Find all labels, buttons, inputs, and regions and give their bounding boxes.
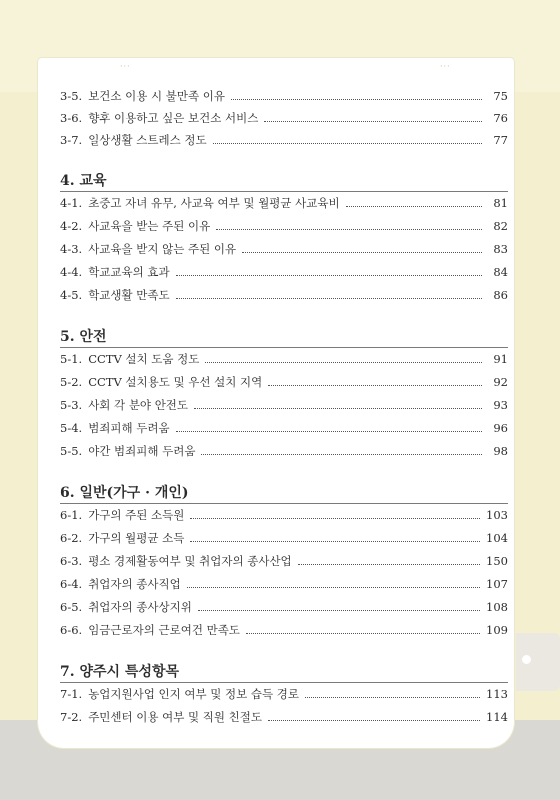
entry-page-number: 104: [486, 531, 508, 545]
entry-number: 6-1.: [60, 508, 83, 522]
entry-title: 사교육을 받는 주된 이유: [88, 219, 211, 233]
entry-page-number: 109: [486, 623, 508, 637]
dot-leader: [246, 633, 480, 634]
entry-number: 3-7.: [60, 133, 83, 147]
toc-entry[interactable]: [60, 551, 508, 571]
toc-entry[interactable]: [60, 193, 508, 213]
entry-number: 3-6.: [60, 111, 83, 125]
toc-entry[interactable]: [60, 528, 508, 548]
toc-entry[interactable]: [60, 262, 508, 282]
entry-title: 범죄피해 두려움: [88, 421, 170, 435]
dot-leader: [187, 587, 480, 588]
section-heading: 7. 양주시 특성항목: [60, 664, 180, 680]
entry-number: 5-3.: [60, 398, 83, 412]
entry-page-number: 81: [493, 196, 508, 210]
dot-leader: [176, 275, 482, 276]
dot-leader: [231, 99, 482, 100]
toc-entry[interactable]: [60, 441, 508, 461]
entry-title: 학교생활 만족도: [88, 288, 170, 302]
dot-leader: [190, 541, 480, 542]
side-tab: [516, 633, 560, 691]
toc-entry[interactable]: [60, 395, 508, 415]
toc-entry[interactable]: [60, 239, 508, 259]
entry-number: 6-5.: [60, 600, 83, 614]
section-heading: 5. 안전: [60, 329, 107, 345]
entry-page-number: 92: [493, 375, 508, 389]
toc-entry[interactable]: [60, 684, 508, 704]
toc-entry[interactable]: [60, 130, 508, 150]
entry-title: 취업자의 종사상지위: [88, 600, 192, 614]
entry-title: 보건소 이용 시 불만족 이유: [88, 89, 226, 103]
entry-title: 가구의 월평균 소득: [88, 531, 185, 545]
toc-entry[interactable]: [60, 349, 508, 369]
entry-page-number: 76: [493, 111, 508, 125]
entry-number: 6-6.: [60, 623, 83, 637]
entry-title: 임금근로자의 근로여건 만족도: [88, 623, 240, 637]
toc-entry[interactable]: [60, 372, 508, 392]
dot-leader: [242, 252, 482, 253]
toc-entry[interactable]: [60, 418, 508, 438]
dot-leader: [198, 610, 480, 611]
entry-page-number: 98: [493, 444, 508, 458]
entry-number: 5-1.: [60, 352, 83, 366]
entry-title: 취업자의 종사직업: [88, 577, 181, 591]
dot-leader: [268, 385, 482, 386]
toc-entry[interactable]: [60, 707, 508, 727]
decorative-mark-left: ···: [120, 62, 131, 71]
toc-entry[interactable]: [60, 285, 508, 305]
entry-number: 4-1.: [60, 196, 83, 210]
entry-page-number: 75: [493, 89, 508, 103]
entry-title: 학교교육의 효과: [88, 265, 170, 279]
entry-number: 4-5.: [60, 288, 83, 302]
entry-title: 사회 각 분야 안전도: [88, 398, 189, 412]
entry-title: 초중고 자녀 유무, 사교육 여부 및 월평균 사교육비: [88, 196, 340, 210]
entry-page-number: 108: [486, 600, 508, 614]
entry-number: 7-1.: [60, 687, 83, 701]
entry-page-number: 82: [493, 219, 508, 233]
entry-number: 6-2.: [60, 531, 83, 545]
dot-leader: [264, 121, 482, 122]
entry-number: 5-2.: [60, 375, 83, 389]
dot-leader: [190, 518, 480, 519]
entry-page-number: 83: [493, 242, 508, 256]
entry-page-number: 103: [486, 508, 508, 522]
entry-title: 주민센터 이용 여부 및 직원 친절도: [88, 710, 262, 724]
entry-number: 5-5.: [60, 444, 83, 458]
entry-page-number: 91: [493, 352, 508, 366]
entry-number: 4-3.: [60, 242, 83, 256]
entry-number: 6-3.: [60, 554, 83, 568]
entry-page-number: 84: [493, 265, 508, 279]
entry-page-number: 93: [493, 398, 508, 412]
toc-entry[interactable]: [60, 505, 508, 525]
entry-title: 평소 경제활동여부 및 취업자의 종사산업: [88, 554, 292, 568]
dot-leader: [268, 720, 480, 721]
decorative-mark-right: ···: [440, 62, 451, 71]
entry-number: 6-4.: [60, 577, 83, 591]
entry-title: 사교육을 받지 않는 주된 이유: [88, 242, 237, 256]
toc-entry[interactable]: [60, 86, 508, 106]
entry-page-number: 96: [493, 421, 508, 435]
entry-number: 4-4.: [60, 265, 83, 279]
entry-number: 5-4.: [60, 421, 83, 435]
dot-leader: [176, 298, 482, 299]
toc-entry[interactable]: [60, 108, 508, 128]
section-divider: [60, 682, 508, 683]
entry-title: 일상생활 스트레스 정도: [88, 133, 207, 147]
dot-leader: [176, 431, 482, 432]
entry-number: 7-2.: [60, 710, 83, 724]
dot-leader: [346, 206, 482, 207]
entry-title: CCTV 설치용도 및 우선 설치 지역: [88, 375, 263, 389]
dot-leader: [201, 454, 482, 455]
entry-title: 가구의 주된 소득원: [88, 508, 185, 522]
toc-entry[interactable]: [60, 216, 508, 236]
section-divider: [60, 503, 508, 504]
section-heading: 4. 교육: [60, 173, 107, 189]
toc-entry[interactable]: [60, 620, 508, 640]
entry-title: CCTV 설치 도움 정도: [88, 352, 200, 366]
section-divider: [60, 347, 508, 348]
section-divider: [60, 191, 508, 192]
entry-number: 3-5.: [60, 89, 83, 103]
entry-page-number: 77: [493, 133, 508, 147]
tab-hole-icon: [522, 655, 531, 664]
dot-leader: [305, 697, 480, 698]
dot-leader: [298, 564, 480, 565]
entry-page-number: 150: [486, 554, 508, 568]
entry-page-number: 113: [486, 687, 508, 701]
entry-title: 야간 범죄피해 두려움: [88, 444, 196, 458]
toc-entry[interactable]: [60, 574, 508, 594]
dot-leader: [205, 362, 482, 363]
entry-number: 4-2.: [60, 219, 83, 233]
section-heading: 6. 일반(가구 · 개인): [60, 485, 189, 501]
entry-page-number: 114: [486, 710, 508, 724]
entry-title: 농업지원사업 인지 여부 및 정보 습득 경로: [88, 687, 299, 701]
entry-page-number: 86: [493, 288, 508, 302]
entry-page-number: 107: [486, 577, 508, 591]
dot-leader: [194, 408, 482, 409]
toc-entry[interactable]: [60, 597, 508, 617]
dot-leader: [216, 229, 482, 230]
dot-leader: [213, 143, 482, 144]
entry-title: 향후 이용하고 싶은 보건소 서비스: [88, 111, 259, 125]
